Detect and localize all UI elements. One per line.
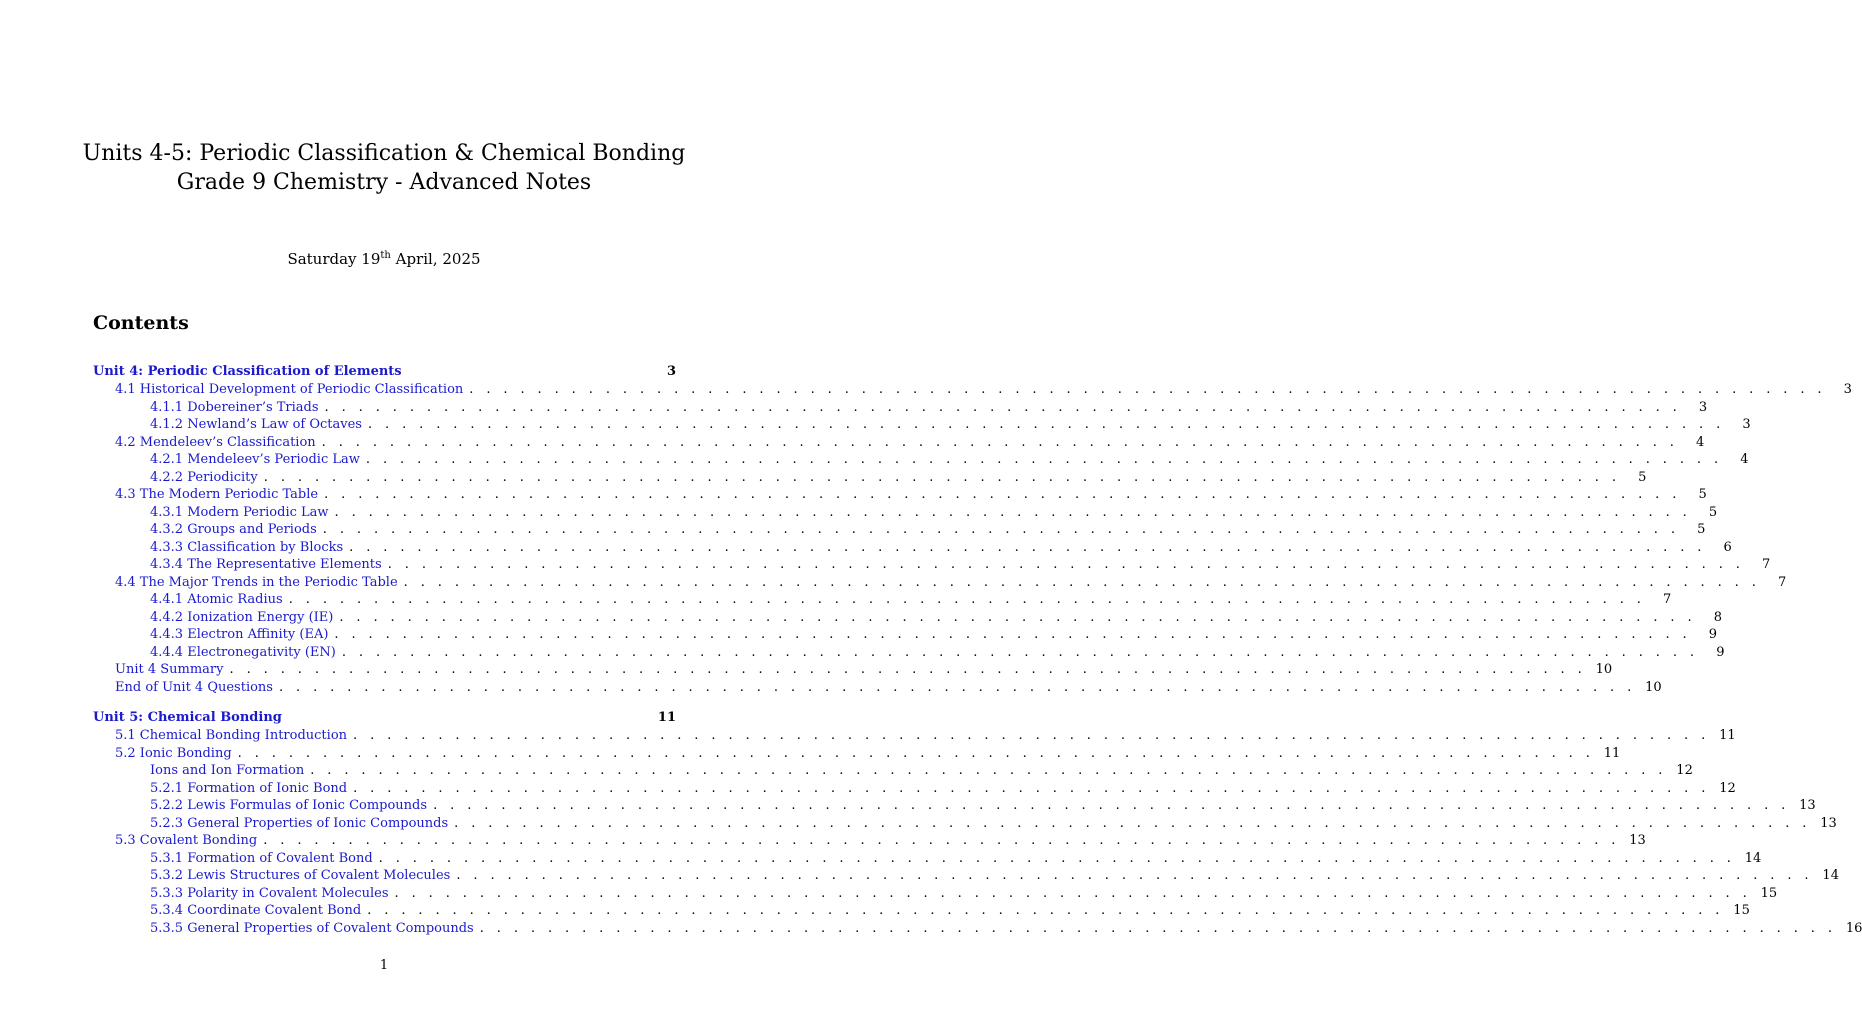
date-day: Saturday 19 xyxy=(287,250,381,268)
toc-entry[interactable] xyxy=(93,832,1646,850)
toc-page-number: 4 xyxy=(1740,452,1749,467)
toc-page-number: 5 xyxy=(1698,487,1707,502)
toc-unit-entry[interactable] xyxy=(93,708,676,727)
toc-leader-dots: . . . . . . . . . . . . . . . . . . . . . . . . . . . . . . . . . . . . . . . . . . . . . . . . . . . . . . . . . . . . . . . . . . . . . . . . . . . . . . . . xyxy=(394,885,1752,901)
toc-entry[interactable] xyxy=(93,434,1705,452)
toc-entry-link[interactable]: 5.2 Ionic Bonding xyxy=(115,745,232,761)
toc-entry-link[interactable]: 4.2.2 Periodicity xyxy=(150,469,258,485)
toc-entry[interactable] xyxy=(93,609,1722,627)
toc-entry-link[interactable]: 5.2.1 Formation of Ionic Bond xyxy=(150,780,348,796)
toc-page-number: 14 xyxy=(1822,868,1839,883)
toc-leader-dots: . . . . . . . . . . . . . . . . . . . . . . . . . . . . . . . . . . . . . . . . . . . . . . . . . . . . . . . . . . . . . . . . . . . . . . . . . . . . . . . . xyxy=(341,644,1699,660)
toc-leader-dots: . . . . . . . . . . . . . . . . . . . . . . . . . . . . . . . . . . . . . . . . . . . . . . . . . . . . . . . . . . . . . . . . . . . . . . . . . . . . . . . . xyxy=(322,522,1680,537)
toc-page-number: 9 xyxy=(1716,644,1725,660)
toc-page-number: 7 xyxy=(1762,557,1771,572)
toc-entry[interactable] xyxy=(93,416,1751,434)
toc-page-number: 4 xyxy=(1696,434,1705,450)
toc-entry[interactable] xyxy=(93,486,1707,504)
toc-page-number: 11 xyxy=(1719,728,1736,743)
toc-entry[interactable] xyxy=(93,679,1662,697)
toc-entry[interactable] xyxy=(93,574,1787,592)
toc-leader-dots: . . . . . . . . . . . . . . . . . . . . . . . . . . . . . . . . . . . . . . . . . . . . . . . . . . . . . . . . . . . . . . . . . . . . . . . . . . . . . . . . xyxy=(387,557,1745,572)
document-subtitle: Grade 9 Chemistry - Advanced Notes xyxy=(176,170,592,195)
toc-entry-link[interactable]: 5.2.3 General Properties of Ionic Compounds xyxy=(150,815,449,831)
toc-leader-dots: . . . . . . . . . . . . . . . . . . . . . . . . . . . . . . . . . . . . . . . . . . . . . . . . . . . . . . . . . . . . . . . . . . . . . . . . . . . . . . . . xyxy=(479,920,1837,936)
toc-entry-link[interactable]: 4.4.4 Electronegativity (EN) xyxy=(150,644,336,660)
toc-entry-link[interactable]: 5.1 Chemical Bonding Introduction xyxy=(115,728,348,743)
toc-leader-dots: . . . . . . . . . . . . . . . . . . . . . . . . . . . . . . . . . . . . . . . . . . . . . . . . . . . . . . . . . . . . . . . . . . . . . . . . . . . . . . . . xyxy=(353,780,1710,796)
document-title: Units 4-5: Periodic Classification & Chemical Bonding xyxy=(82,141,686,166)
toc-entry[interactable] xyxy=(93,815,1837,833)
toc-leader-dots: . . . . . . . . . . . . . . . . . . . . . . . . . . . . . . . . . . . . . . . . . . . . . . . . . . . . . . . . . . . . . . . . . . . . . . . . . . . . . . . . xyxy=(456,868,1813,883)
toc-leader-dots: . . . . . . . . . . . . . . . . . . . . . . . . . . . . . . . . . . . . . . . . . . . . . . . . . . . . . . . . . . . . . . . . . . . . . . . . . . . . . . . . xyxy=(263,469,1621,485)
toc-entry[interactable] xyxy=(93,780,1736,798)
toc-leader-dots: . . . . . . . . . . . . . . . . . . . . . . . . . . . . . . . . . . . . . . . . . . . . . . . . . . . . . . . . . . . . . . . . . . . . . . . . . . . . . . . . xyxy=(334,627,1692,642)
toc-entry[interactable] xyxy=(93,902,1750,920)
toc-page-number: 5 xyxy=(1708,504,1718,520)
toc-leader-dots: . . . . . . . . . . . . . . . . . . . . . . . . . . . . . . . . . . . . . . . . . . . . . . . . . . . . . . . . . . . . . . . . . . . . . . . . . . . . . . . . xyxy=(469,382,1826,397)
toc-leader-dots: . . . . . . . . . . . . . . . . . . . . . . . . . . . . . . . . . . . . . . . . . . . . . . . . . . . . . . . . . . . . . . . . . . . . . . . . . . . . . . . . xyxy=(324,399,1682,415)
toc-page-number: 10 xyxy=(1595,662,1613,677)
toc-leader-dots: . . . . . . . . . . . . . . . . . . . . . . . . . . . . . . . . . . . . . . . . . . . . . . . . . . . . . . . . . . . . . . . . . . . . . . . . . . . . . . . . xyxy=(403,574,1761,590)
table-of-contents xyxy=(93,362,1862,937)
toc-entry[interactable] xyxy=(93,644,1725,662)
toc-page-number: 12 xyxy=(1676,763,1693,778)
toc-leader-dots: . . . . . . . . . . . . . . . . . . . . . . . . . . . . . . . . . . . . . . . . . . . . . . . . . . . . . . . . . . . . . . . . . . . . . . . . . . . . . . . . xyxy=(365,452,1723,467)
toc-leader-dots: . . . . . . . . . . . . . . . . . . . . . . . . . . . . . . . . . . . . . . . . . . . . . . . . . . . . . . . . . . . . . . . . . . . . . . . . . . . . . . . . xyxy=(229,662,1587,677)
toc-leader-dots: . . . . . . . . . . . . . . . . . . . . . . . . . . . . . . . . . . . . . . . . . . . . . . . . . . . . . . . . . . . . . . . . . . . . . . . . . . . . . . . . xyxy=(339,609,1696,625)
toc-entry[interactable] xyxy=(93,797,1816,815)
toc-entry[interactable] xyxy=(93,727,1736,745)
toc-page-number: 13 xyxy=(1799,798,1816,813)
toc-entry-link[interactable]: 5.3.5 General Properties of Covalent Compounds xyxy=(150,920,474,936)
toc-entry[interactable] xyxy=(93,867,1839,885)
toc-leader-dots: . . . . . . . . . . . . . . . . . . . . . . . . . . . . . . . . . . . . . . . . . . . . . . . . . . . . . . . . . . . . . . . . . . . . . . . . . . . . . . . . xyxy=(367,417,1725,432)
toc-page-number: 5 xyxy=(1697,522,1706,537)
page-number: 1 xyxy=(379,958,389,973)
toc-entry-link[interactable]: 5.3.4 Coordinate Covalent Bond xyxy=(150,903,362,918)
toc-page-number: 8 xyxy=(1713,609,1722,625)
toc-entry[interactable] xyxy=(93,626,1718,644)
toc-leader-dots: . . . . . . . . . . . . . . . . . . . . . . . . . . . . . . . . . . . . . . . . . . . . . . . . . . . . . . . . . . . . . . . . . . . . . . . . . . . . . . . . xyxy=(321,434,1679,450)
toc-leader-dots: . . . . . . . . . . . . . . . . . . . . . . . . . . . . . . . . . . . . . . . . . . . . . . . . . . . . . . . . . . . . . . . . . . . . . . . . . . . . . . . . xyxy=(288,592,1646,607)
toc-unit-entry[interactable] xyxy=(93,362,676,381)
toc-page-number: 14 xyxy=(1744,850,1762,866)
toc-leader-dots: . . . . . . . . . . . . . . . . . . . . . . . . . . . . . . . . . . . . . . . . . . . . . . . . . . . . . . . . . . . . . . . . . . . . . . . . . . . . . . . . xyxy=(278,679,1636,695)
toc-page-number: 11 xyxy=(657,710,676,725)
toc-entry-link[interactable]: 4.3 The Modern Periodic Table xyxy=(115,487,319,502)
toc-page-number: 6 xyxy=(1723,539,1732,555)
toc-leader-dots: . . . . . . . . . . . . . . . . . . . . . . . . . . . . . . . . . . . . . . . . . . . . . . . . . . . . . . . . . . . . . . . . . . . . . . . . . . . . . . . . xyxy=(433,798,1790,813)
toc-entry-link[interactable]: 5.3.2 Lewis Structures of Covalent Molecules xyxy=(150,868,451,883)
toc-entry[interactable] xyxy=(93,504,1718,522)
toc-entry-link[interactable]: Unit 5: Chemical Bonding xyxy=(93,710,282,725)
contents-heading: Contents xyxy=(93,312,189,334)
toc-entry[interactable] xyxy=(93,661,1613,679)
toc-entry-link[interactable]: Ions and Ion Formation xyxy=(150,763,305,778)
toc-page-number: 3 xyxy=(1698,399,1708,415)
toc-page-number: 7 xyxy=(1778,574,1787,590)
toc-page-number: 9 xyxy=(1708,627,1718,642)
toc-entry-link[interactable]: 5.3.1 Formation of Covalent Bond xyxy=(150,850,373,866)
toc-entry[interactable] xyxy=(93,539,1732,557)
toc-entry[interactable] xyxy=(93,920,1862,938)
toc-entry-link[interactable]: 5.3 Covalent Bonding xyxy=(115,833,258,848)
toc-entry-link[interactable]: 4.4.2 Ionization Energy (IE) xyxy=(150,609,334,625)
toc-leader-dots: . . . . . . . . . . . . . . . . . . . . . . . . . . . . . . . . . . . . . . . . . . . . . . . . . . . . . . . . . . . . . . . . . . . . . . . . . . . . . . . . xyxy=(310,763,1667,778)
toc-entry-link[interactable]: 4.3.3 Classification by Blocks xyxy=(150,539,344,555)
toc-entry[interactable] xyxy=(93,762,1693,780)
toc-leader-dots: . . . . . . . . . . . . . . . . . . . . . . . . . . . . . . . . . . . . . . . . . . . . . . . . . . . . . . . . . . . . . . . . . . . . . . . . . . . . . . . . xyxy=(378,850,1736,866)
toc-page-number: 15 xyxy=(1760,885,1778,901)
toc-leader-dots: . . . . . . . . . . . . . . . . . . . . . . . . . . . . . . . . . . . . . . . . . . . . . . . . . . . . . . . . . . . . . . . . . . . . . . . . . . . . . . . . xyxy=(263,833,1620,848)
toc-entry[interactable] xyxy=(93,850,1762,868)
toc-entry-link[interactable]: Unit 4: Periodic Classification of Elements xyxy=(93,364,402,379)
toc-entry-link[interactable]: 5.3.3 Polarity in Covalent Molecules xyxy=(150,885,389,901)
toc-entry-link[interactable]: 5.2.2 Lewis Formulas of Ionic Compounds xyxy=(150,798,428,813)
date-month-year: April, 2025 xyxy=(390,250,481,268)
toc-page-number: 11 xyxy=(1603,745,1621,761)
toc-page-number: 5 xyxy=(1638,469,1647,485)
toc-page-number: 3 xyxy=(1742,417,1751,432)
toc-page-number: 13 xyxy=(1629,833,1646,848)
toc-entry-link[interactable]: 4.3.4 The Representative Elements xyxy=(150,557,382,572)
toc-page-number: 16 xyxy=(1845,920,1862,936)
toc-entry[interactable] xyxy=(93,885,1778,903)
toc-entry-link[interactable]: 4.3.1 Modern Periodic Law xyxy=(150,504,329,520)
toc-page-number: 12 xyxy=(1719,780,1736,796)
toc-entry-link[interactable]: 4.1 Historical Development of Periodic Classification xyxy=(115,382,464,397)
toc-entry[interactable] xyxy=(93,556,1771,574)
toc-leader-dots: . . . . . . . . . . . . . . . . . . . . . . . . . . . . . . . . . . . . . . . . . . . . . . . . . . . . . . . . . . . . . . . . . . . . . . . . . . . . . . . . xyxy=(454,815,1811,831)
toc-leader-dots: . . . . . . . . . . . . . . . . . . . . . . . . . . . . . . . . . . . . . . . . . . . . . . . . . . . . . . . . . . . . . . . . . . . . . . . . . . . . . . . . xyxy=(334,504,1692,520)
toc-page-number: 10 xyxy=(1645,679,1662,695)
toc-entry[interactable] xyxy=(93,591,1672,609)
toc-entry-link[interactable]: 4.1.2 Newland’s Law of Octaves xyxy=(150,417,362,432)
title-block xyxy=(0,139,768,197)
toc-entry[interactable] xyxy=(93,745,1621,763)
toc-leader-dots: . . . . . . . . . . . . . . . . . . . . . . . . . . . . . . . . . . . . . . . . . . . . . . . . . . . . . . . . . . . . . . . . . . . . . . . . . . . . . . . . xyxy=(237,745,1595,761)
toc-entry-link[interactable]: 4.4.1 Atomic Radius xyxy=(150,592,283,607)
toc-entry[interactable] xyxy=(93,521,1706,539)
toc-entry-link[interactable]: 4.2 Mendeleev’s Classification xyxy=(115,434,316,450)
toc-leader-dots: . . . . . . . . . . . . . . . . . . . . . . . . . . . . . . . . . . . . . . . . . . . . . . . . . . . . . . . . . . . . . . . . . . . . . . . . . . . . . . . . xyxy=(324,487,1681,502)
toc-entry[interactable] xyxy=(93,381,1852,399)
toc-leader-dots: . . . . . . . . . . . . . . . . . . . . . . . . . . . . . . . . . . . . . . . . . . . . . . . . . . . . . . . . . . . . . . . . . . . . . . . . . . . . . . . . xyxy=(353,728,1710,743)
toc-entry-link[interactable]: 4.3.2 Groups and Periods xyxy=(150,522,317,537)
toc-page-number: 13 xyxy=(1820,815,1837,831)
toc-leader-dots: . . . . . . . . . . . . . . . . . . . . . . . . . . . . . . . . . . . . . . . . . . . . . . . . . . . . . . . . . . . . . . . . . . . . . . . . . . . . . . . . xyxy=(349,539,1706,555)
toc-page-number: 3 xyxy=(666,364,676,379)
toc-entry-link[interactable]: 4.4 The Major Trends in the Periodic Table xyxy=(115,574,398,590)
toc-entry[interactable] xyxy=(93,399,1708,417)
toc-page-number: 3 xyxy=(1843,382,1852,397)
toc-page-number: 7 xyxy=(1663,592,1672,607)
toc-leader-dots: . . . . . . . . . . . . . . . . . . . . . . . . . . . . . . . . . . . . . . . . . . . . . . . . . . . . . . . . . . . . . . . . . . . . . . . . . . . . . . . . xyxy=(367,903,1724,918)
toc-entry-link[interactable]: 4.2.1 Mendeleev’s Periodic Law xyxy=(150,452,360,467)
toc-entry-link[interactable]: Unit 4 Summary xyxy=(115,662,224,677)
document-date xyxy=(0,249,768,269)
toc-entry-link[interactable]: 4.1.1 Dobereiner’s Triads xyxy=(150,399,319,415)
date-ordinal: th xyxy=(380,250,391,261)
toc-entry-link[interactable]: 4.4.3 Electron Affinity (EA) xyxy=(150,627,329,642)
toc-page-number: 15 xyxy=(1733,903,1750,918)
toc-entry-link[interactable]: End of Unit 4 Questions xyxy=(115,679,273,695)
toc-entry[interactable] xyxy=(93,469,1647,487)
toc-entry[interactable] xyxy=(93,451,1749,469)
